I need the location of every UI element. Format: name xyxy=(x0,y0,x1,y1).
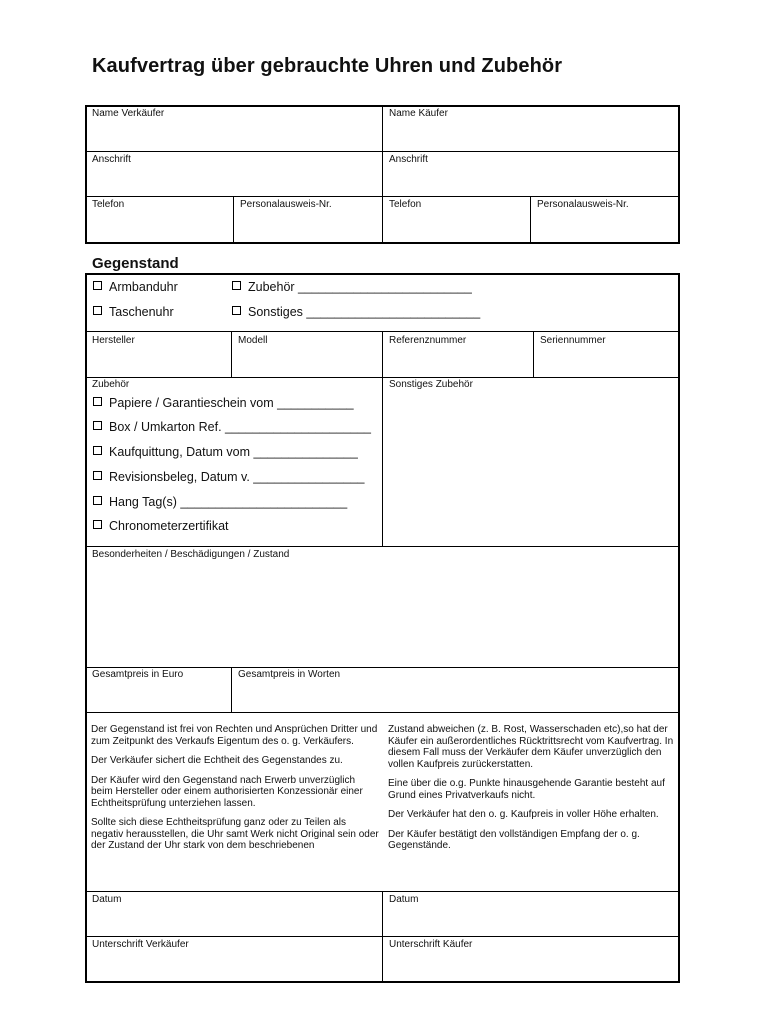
row-line-price xyxy=(86,712,679,713)
buyer-signature-field[interactable]: Unterschrift Käufer xyxy=(389,939,473,950)
row-line-dates xyxy=(86,936,679,937)
terms-paragraph: Der Gegenstand ist frei von Rechten und Ansprüchen Dritter und zum Zeitpunkt des Verkaufs Eigentum des o. g. Verkäufers. xyxy=(91,724,378,747)
col-line-serial xyxy=(533,332,534,377)
row-line-ids xyxy=(86,377,679,378)
seller-id-field[interactable]: Personalausweis-Nr. xyxy=(240,199,332,210)
manufacturer-field[interactable]: Hersteller xyxy=(92,335,135,346)
buyer-phone-field[interactable]: Telefon xyxy=(389,199,422,210)
col-line-reference xyxy=(382,332,383,547)
accessory-hang-tag[interactable]: Hang Tag(s) ________________________ xyxy=(93,494,347,510)
checkbox-icon[interactable] xyxy=(93,520,102,529)
parties-divider xyxy=(382,106,383,243)
seller-date-field[interactable]: Datum xyxy=(92,894,122,905)
type-option-taschenuhr[interactable]: Taschenuhr xyxy=(93,304,174,320)
seller-signature-field[interactable]: Unterschrift Verkäufer xyxy=(92,939,189,950)
accessory-receipt[interactable]: Kaufquittung, Datum vom _______________ xyxy=(93,444,358,460)
checkbox-icon[interactable] xyxy=(93,421,102,430)
terms-paragraph: Der Käufer wird den Gegenstand nach Erwerb unverzüglich beim Hersteller oder einem authorisierten Konzessionär einer Echtheitsprüfung unterziehen lassen. xyxy=(91,774,363,809)
checkbox-icon[interactable] xyxy=(93,496,102,505)
parties-row-line-2 xyxy=(86,196,679,197)
checkbox-icon[interactable] xyxy=(93,281,102,290)
section-title-gegenstand: Gegenstand xyxy=(92,255,179,272)
seller-id-divider xyxy=(233,197,234,243)
checkbox-icon[interactable] xyxy=(93,397,102,406)
buyer-id-field[interactable]: Personalausweis-Nr. xyxy=(537,199,629,210)
type-option-armbanduhr[interactable]: Armbanduhr xyxy=(93,279,178,295)
terms-paragraph: Eine über die o.g. Punkte hinausgehende Garantie besteht auf Grund eines Privatverkaufs nicht. xyxy=(388,778,665,801)
parties-row-line-1 xyxy=(86,151,679,152)
other-accessories-field[interactable]: Sonstiges Zubehör xyxy=(389,379,473,390)
buyer-name-field[interactable]: Name Käufer xyxy=(389,108,448,119)
row-line-condition xyxy=(86,667,679,668)
col-line-price xyxy=(231,668,232,712)
accessory-box[interactable]: Box / Umkarton Ref. _____________________ xyxy=(93,419,371,435)
accessories-label: Zubehör xyxy=(92,379,130,390)
row-line-accessories xyxy=(86,546,679,547)
checkbox-icon[interactable] xyxy=(93,471,102,480)
model-field[interactable]: Modell xyxy=(238,335,268,346)
checkbox-icon[interactable] xyxy=(232,281,241,290)
type-option-zubehoer[interactable]: Zubehör _________________________ xyxy=(232,279,472,295)
price-words-field[interactable]: Gesamtpreis in Worten xyxy=(238,669,341,680)
terms-paragraph: Sollte sich diese Echtheitsprüfung ganz oder zu Teilen als negativ herausstellen, die Uhr samt Werk nicht Original sein oder der Zustand der Uhr stark von dem beschriebenen xyxy=(91,817,379,851)
reference-field[interactable]: Referenznummer xyxy=(389,335,467,346)
terms-paragraph: Der Verkäufer sichert die Echtheit des Gegenstandes zu. xyxy=(91,755,343,766)
price-euro-field[interactable]: Gesamtpreis in Euro xyxy=(92,669,184,680)
checkbox-icon[interactable] xyxy=(93,446,102,455)
terms-paragraph: Der Verkäufer hat den o. g. Kaufpreis in voller Höhe erhalten. xyxy=(388,809,659,820)
seller-name-field[interactable]: Name Verkäufer xyxy=(92,108,165,119)
terms-right xyxy=(388,724,676,860)
page-title: Kaufvertrag über gebrauchte Uhren und Zubehör xyxy=(92,55,563,77)
buyer-address-field[interactable]: Anschrift xyxy=(389,154,428,165)
buyer-id-divider xyxy=(530,197,531,243)
accessory-papers[interactable]: Papiere / Garantieschein vom ___________ xyxy=(93,395,354,411)
serial-field[interactable]: Seriennummer xyxy=(540,335,606,346)
buyer-date-field[interactable]: Datum xyxy=(389,894,419,905)
checkbox-icon[interactable] xyxy=(93,306,102,315)
terms-paragraph: Der Käufer bestätigt den vollständigen Empfang der o. g. Gegenstände. xyxy=(388,828,640,851)
seller-phone-field[interactable]: Telefon xyxy=(92,199,125,210)
condition-field[interactable]: Besonderheiten / Beschädigungen / Zustand xyxy=(92,549,290,560)
accessory-chronometer-certificate[interactable]: Chronometerzertifikat xyxy=(93,518,229,534)
accessory-service-record[interactable]: Revisionsbeleg, Datum v. ________________ xyxy=(93,469,365,485)
terms-left xyxy=(91,724,379,860)
col-line-model xyxy=(231,332,232,377)
terms-paragraph: Zustand abweichen (z. B. Rost, Wasserschaden etc),so hat der Käufer ein außerordentliches Rücktrittsrecht vom Kaufvertrag. In diesem Fall muss der Verkäufer dem Käufer unverzüglich den vollen Kaufpreis zurückerstatten. xyxy=(388,724,674,770)
seller-address-field[interactable]: Anschrift xyxy=(92,154,131,165)
checkbox-icon[interactable] xyxy=(232,306,241,315)
type-option-sonstiges[interactable]: Sonstiges _________________________ xyxy=(232,304,480,320)
